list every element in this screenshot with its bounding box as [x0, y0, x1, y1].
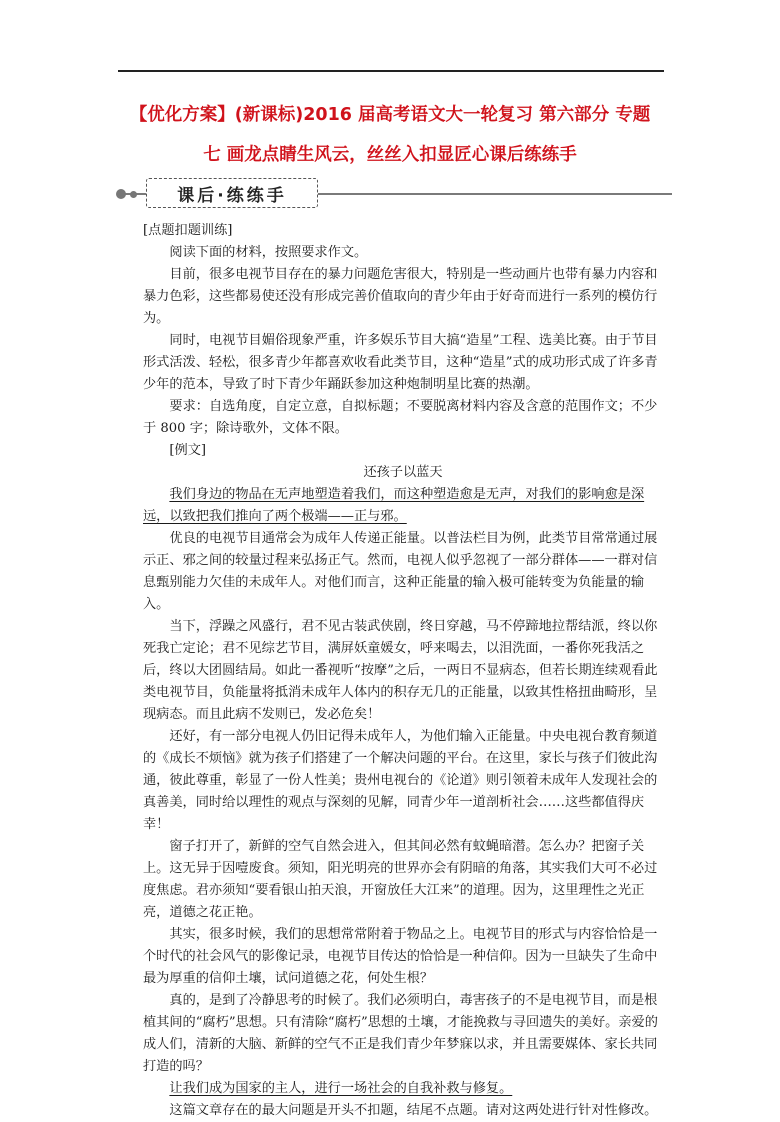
essay-paragraph-2: 优良的电视节目通常会为成年人传递正能量。以普法栏目为例，此类节目常常通过展示正、邪之间的较量过程来弘扬正气。然而，电视人似乎忽视了一部分群体——一群对信息甄别能力欠佳的未成年人。对他们而言，这种正能量的输入极可能转变为负能量的输入。	[143, 531, 658, 612]
essay-paragraph-4: 还好，有一部分电视人仍旧记得未成年人，为他们输入正能量。中央电视台教育频道的《成长不烦恼》就为孩子们搭建了一个解决问题的平台。在这里，家长与孩子们彼此沟通，彼此尊重，彰显了一份人性美；贵州电视台的《论道》则引领着未成年人发现社会的真善美，同时给以理性的观点与深刻的见解，同青少年一道剖析社会……这些都值得庆幸！	[143, 729, 658, 832]
banner-dot-small-icon	[130, 191, 137, 198]
comment: 这篇文章存在的最大问题是开头不扣题，结尾不点题。请对这两处进行针对性修改。	[169, 1103, 658, 1118]
essay-paragraph-7: 真的，是到了冷静思考的时候了。我们必须明白，毒害孩子的不是电视节目，而是根植其间的“腐朽”思想。只有清除“腐朽”思想的土壤，才能挽救与寻回遗失的美好。亲爱的成人们，清新的大脑、新鲜的空气不正是我们青少年梦寐以求，并且需要媒体、家长共同打造的吗？	[143, 993, 658, 1074]
essay-paragraph-3: 当下，浮躁之风盛行，君不见古装武侠剧，终日穿越，马不停蹄地拉帮结派，终以你死我亡定论；君不见综艺节目，满屏妖童媛女，呼来喝去，以泪洗面，一番你死我活之后，终以大团圆结局。如此一番视听“按摩”之后，一两日不显病态，但若长期连续观看此类电视节目，负能量将抵消未成年人体内的积存无几的正能量，以致其性格扭曲畸形，呈现病态。而且此病不发则已，发必危矣！	[143, 619, 658, 722]
essay-title: 还孩子以蓝天	[363, 465, 443, 480]
tag-training: [点题扣题训练]	[143, 223, 233, 238]
document-body	[143, 220, 663, 1122]
essay-paragraph-6: 其实，很多时候，我们的思想常常附着于物品之上。电视节目的形式与内容恰恰是一个时代的社会风气的影像记录，电视节目传达的恰恰是一种信仰。因为一旦缺失了生命中最为厚重的信仰土壤，试问道德之花，何处生根？	[143, 927, 658, 986]
page-title-line-2: 七 画龙点睛生风云，丝丝入扣显匠心课后练练手	[203, 145, 577, 165]
material-paragraph-1: 目前，很多电视节目存在的暴力问题危害很大，特别是一些动画片也带有暴力内容和暴力色彩，这些都易使还没有形成完善价值取向的青少年由于好奇而进行一系列的模仿行为。	[143, 267, 658, 326]
banner-dot-icon	[116, 189, 126, 199]
section-banner	[112, 178, 672, 210]
requirement: 要求：自选角度，自定立意，自拟标题；不要脱离材料内容及含意的范围作文；不少于 800 字；除诗歌外，文体不限。	[143, 399, 658, 436]
essay-paragraph-8: 让我们成为国家的主人，进行一场社会的自我补救与修复。	[169, 1081, 513, 1096]
section-label-box	[146, 178, 318, 208]
section-label: 课后·练练手	[177, 185, 287, 206]
instruction: 阅读下面的材料，按照要求作文。	[169, 245, 368, 260]
material-paragraph-2: 同时，电视节目媚俗现象严重，许多娱乐节目大搞“造星”工程、选美比赛。由于节目形式活泼、轻松，很多青少年都喜欢收看此类节目，这种“造星”式的成功形式成了许多青少年的范本，导致了时下青少年踊跃参加这种炮制明星比赛的热潮。	[143, 333, 658, 392]
essay-paragraph-1: 我们身边的物品在无声地塑造着我们，而这种塑造愈是无声，对我们的影响愈是深远，以致把我们推向了两个极端——正与邪。	[143, 487, 645, 524]
page-title-line-1: 【优化方案】(新课标)2016 届高考语文大一轮复习 第六部分 专题	[129, 105, 651, 125]
tag-example: [例文]	[169, 443, 207, 458]
top-rule	[118, 70, 664, 72]
essay-paragraph-5: 窗子打开了，新鲜的空气自然会进入，但其间必然有蚊蝇暗潜。怎么办？把窗子关上。这无异于因噎废食。须知，阳光明亮的世界亦会有阴暗的角落，其实我们大可不必过度焦虑。君亦须知“要看银山拍天浪，开窗放任大江来”的道理。因为，这里理性之光正亮，道德之花正艳。	[143, 839, 658, 920]
